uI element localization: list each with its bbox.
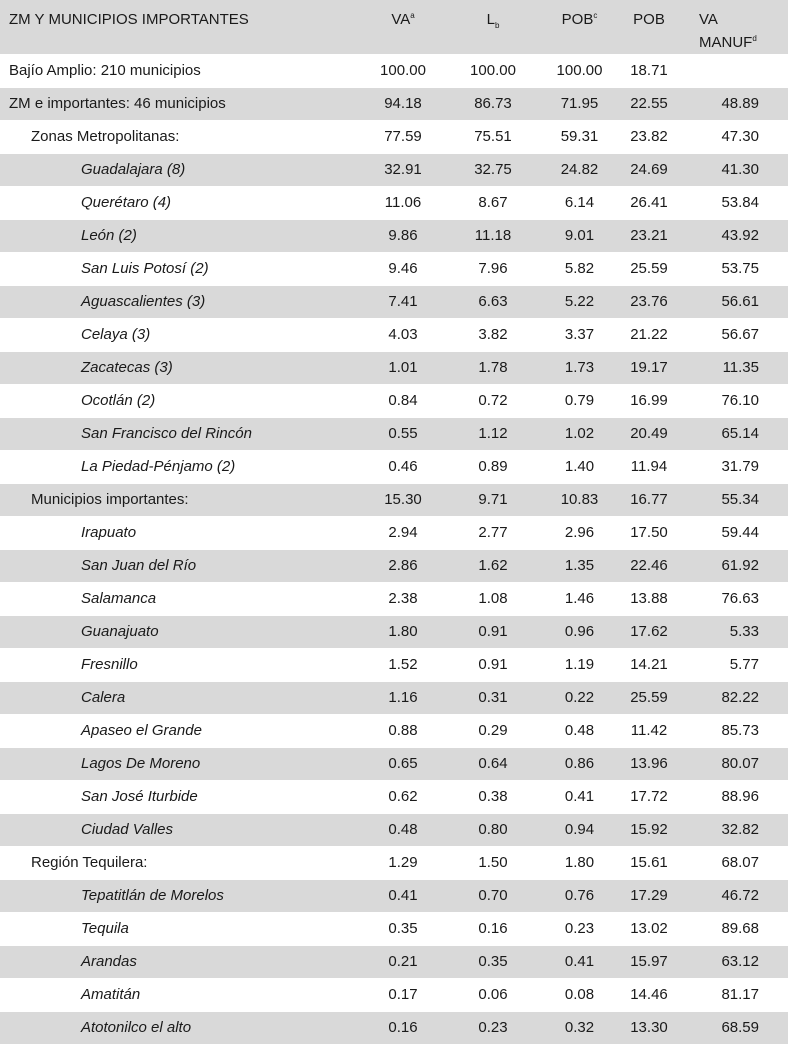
cell-pob: 19.17 [623, 351, 675, 384]
table-row [0, 648, 788, 681]
cell-l: 0.89 [450, 450, 536, 483]
header-l [450, 0, 536, 54]
cell-pob: 17.29 [623, 879, 675, 912]
cell-pob: 13.30 [623, 1011, 675, 1044]
cell-l: 0.23 [450, 1011, 536, 1044]
header-l-label: L [486, 11, 495, 28]
cell-pob-c: 59.31 [536, 120, 623, 153]
cell-pob: 17.72 [623, 780, 675, 813]
cell-pob: 13.02 [623, 912, 675, 945]
cell-va-manuf: 82.22 [675, 681, 788, 714]
cell-va-manuf: 56.61 [675, 285, 788, 318]
row-name: Región Tequilera: [0, 846, 356, 879]
cell-l: 0.35 [450, 945, 536, 978]
header-va [356, 0, 450, 54]
table-row [0, 681, 788, 714]
table-row [0, 54, 788, 87]
cell-l: 32.75 [450, 153, 536, 186]
row-name: Irapuato [0, 516, 356, 549]
cell-va-manuf: 55.34 [675, 483, 788, 516]
cell-va-manuf: 11.35 [675, 351, 788, 384]
table-row [0, 417, 788, 450]
row-name: Municipios importantes: [0, 483, 356, 516]
cell-l: 86.73 [450, 87, 536, 120]
cell-pob-c: 0.79 [536, 384, 623, 417]
cell-pob-c: 2.96 [536, 516, 623, 549]
row-name: San José Iturbide [0, 780, 356, 813]
cell-va: 100.00 [356, 54, 450, 87]
cell-va: 9.46 [356, 252, 450, 285]
cell-pob: 25.59 [623, 681, 675, 714]
cell-pob-c: 0.41 [536, 945, 623, 978]
table-row [0, 846, 788, 879]
table-row [0, 978, 788, 1011]
cell-pob-c: 1.40 [536, 450, 623, 483]
row-name: San Luis Potosí (2) [0, 252, 356, 285]
cell-l: 2.77 [450, 516, 536, 549]
cell-l: 0.06 [450, 978, 536, 1011]
cell-pob-c: 0.41 [536, 780, 623, 813]
table-header [0, 0, 788, 54]
cell-va: 0.46 [356, 450, 450, 483]
cell-pob: 11.42 [623, 714, 675, 747]
cell-va-manuf: 68.59 [675, 1011, 788, 1044]
header-pob-c-sup: c [593, 11, 598, 20]
row-name: Celaya (3) [0, 318, 356, 351]
cell-pob-c: 0.32 [536, 1011, 623, 1044]
cell-pob-c: 1.80 [536, 846, 623, 879]
cell-l: 0.80 [450, 813, 536, 846]
cell-pob-c: 100.00 [536, 54, 623, 87]
cell-pob: 21.22 [623, 318, 675, 351]
cell-va-manuf: 48.89 [675, 87, 788, 120]
cell-l: 3.82 [450, 318, 536, 351]
cell-pob-c: 1.35 [536, 549, 623, 582]
cell-l: 0.29 [450, 714, 536, 747]
cell-va: 4.03 [356, 318, 450, 351]
cell-pob: 17.62 [623, 615, 675, 648]
header-va-label: VA [391, 11, 411, 28]
cell-pob: 15.61 [623, 846, 675, 879]
cell-va-manuf: 63.12 [675, 945, 788, 978]
table-row [0, 714, 788, 747]
cell-pob-c: 1.19 [536, 648, 623, 681]
cell-l: 1.78 [450, 351, 536, 384]
header-zm-label: ZM Y MUNICIPIOS IMPORTANTES [9, 11, 249, 28]
cell-va: 0.41 [356, 879, 450, 912]
row-name: Fresnillo [0, 648, 356, 681]
cell-pob-c: 1.73 [536, 351, 623, 384]
table-row [0, 186, 788, 219]
table-row [0, 747, 788, 780]
cell-va: 1.80 [356, 615, 450, 648]
cell-va: 11.06 [356, 186, 450, 219]
cell-va-manuf: 61.92 [675, 549, 788, 582]
cell-va-manuf: 76.10 [675, 384, 788, 417]
header-pob-c [536, 0, 623, 54]
cell-l: 100.00 [450, 54, 536, 87]
header-va-manuf-sup: d [752, 34, 757, 43]
row-name: La Piedad-Pénjamo (2) [0, 450, 356, 483]
cell-va: 0.21 [356, 945, 450, 978]
table-row [0, 318, 788, 351]
row-name: Tequila [0, 912, 356, 945]
cell-va: 1.29 [356, 846, 450, 879]
cell-va-manuf: 46.72 [675, 879, 788, 912]
header-va-manuf-line1: VA [699, 11, 718, 28]
cell-pob: 17.50 [623, 516, 675, 549]
cell-l: 7.96 [450, 252, 536, 285]
row-name: Zonas Metropolitanas: [0, 120, 356, 153]
cell-va-manuf [675, 54, 788, 87]
cell-va: 32.91 [356, 153, 450, 186]
cell-pob-c: 0.08 [536, 978, 623, 1011]
row-name: Bajío Amplio: 210 municipios [0, 54, 356, 87]
cell-pob: 16.99 [623, 384, 675, 417]
cell-va: 0.17 [356, 978, 450, 1011]
cell-pob-c: 1.46 [536, 582, 623, 615]
table-row [0, 285, 788, 318]
cell-va: 7.41 [356, 285, 450, 318]
cell-pob-c: 0.22 [536, 681, 623, 714]
cell-va-manuf: 53.75 [675, 252, 788, 285]
row-name: ZM e importantes: 46 municipios [0, 87, 356, 120]
cell-pob: 15.97 [623, 945, 675, 978]
row-name: Zacatecas (3) [0, 351, 356, 384]
table-row [0, 87, 788, 120]
cell-va: 1.01 [356, 351, 450, 384]
table-row [0, 912, 788, 945]
table-row [0, 252, 788, 285]
cell-va-manuf: 31.79 [675, 450, 788, 483]
cell-l: 1.62 [450, 549, 536, 582]
cell-l: 8.67 [450, 186, 536, 219]
row-name: San Juan del Río [0, 549, 356, 582]
cell-pob: 14.46 [623, 978, 675, 1011]
cell-va-manuf: 81.17 [675, 978, 788, 1011]
cell-va: 0.62 [356, 780, 450, 813]
table-row [0, 549, 788, 582]
row-name: Tepatitlán de Morelos [0, 879, 356, 912]
cell-l: 1.08 [450, 582, 536, 615]
cell-l: 0.91 [450, 648, 536, 681]
cell-va-manuf: 65.14 [675, 417, 788, 450]
cell-va-manuf: 53.84 [675, 186, 788, 219]
cell-pob: 22.46 [623, 549, 675, 582]
cell-va: 2.86 [356, 549, 450, 582]
cell-pob: 23.21 [623, 219, 675, 252]
cell-va-manuf: 59.44 [675, 516, 788, 549]
cell-l: 0.70 [450, 879, 536, 912]
table-row [0, 120, 788, 153]
cell-pob: 16.77 [623, 483, 675, 516]
row-name: Querétaro (4) [0, 186, 356, 219]
cell-pob: 23.76 [623, 285, 675, 318]
cell-va: 0.35 [356, 912, 450, 945]
table-row [0, 615, 788, 648]
cell-va-manuf: 80.07 [675, 747, 788, 780]
header-va-sup: a [410, 11, 415, 20]
cell-l: 9.71 [450, 483, 536, 516]
cell-pob-c: 0.94 [536, 813, 623, 846]
row-name: San Francisco del Rincón [0, 417, 356, 450]
cell-va: 1.52 [356, 648, 450, 681]
cell-pob: 20.49 [623, 417, 675, 450]
row-name: Ocotlán (2) [0, 384, 356, 417]
cell-l: 75.51 [450, 120, 536, 153]
table-row [0, 879, 788, 912]
table-row [0, 450, 788, 483]
cell-pob: 18.71 [623, 54, 675, 87]
row-name: Lagos De Moreno [0, 747, 356, 780]
table-row [0, 780, 788, 813]
header-pob [623, 0, 675, 54]
row-name: Calera [0, 681, 356, 714]
table-row [0, 219, 788, 252]
row-name: Ciudad Valles [0, 813, 356, 846]
cell-l: 0.31 [450, 681, 536, 714]
header-zm-municipios [0, 0, 356, 54]
row-name: Guanajuato [0, 615, 356, 648]
cell-pob-c: 0.23 [536, 912, 623, 945]
table-row [0, 153, 788, 186]
cell-va-manuf: 32.82 [675, 813, 788, 846]
cell-pob-c: 71.95 [536, 87, 623, 120]
cell-pob-c: 0.96 [536, 615, 623, 648]
cell-va-manuf: 47.30 [675, 120, 788, 153]
cell-pob-c: 24.82 [536, 153, 623, 186]
cell-pob: 23.82 [623, 120, 675, 153]
cell-va: 0.55 [356, 417, 450, 450]
cell-va: 2.94 [356, 516, 450, 549]
cell-l: 0.64 [450, 747, 536, 780]
table-row [0, 1011, 788, 1044]
cell-va-manuf: 41.30 [675, 153, 788, 186]
header-pob-label: POB [633, 11, 665, 28]
table-row [0, 813, 788, 846]
cell-va-manuf: 88.96 [675, 780, 788, 813]
cell-l: 6.63 [450, 285, 536, 318]
row-name: Amatitán [0, 978, 356, 1011]
cell-pob-c: 10.83 [536, 483, 623, 516]
cell-va: 94.18 [356, 87, 450, 120]
cell-va: 0.88 [356, 714, 450, 747]
row-name: Salamanca [0, 582, 356, 615]
cell-pob-c: 5.82 [536, 252, 623, 285]
cell-va: 77.59 [356, 120, 450, 153]
row-name: Apaseo el Grande [0, 714, 356, 747]
cell-va: 0.48 [356, 813, 450, 846]
cell-va-manuf: 5.33 [675, 615, 788, 648]
cell-pob-c: 9.01 [536, 219, 623, 252]
cell-va: 9.86 [356, 219, 450, 252]
cell-pob-c: 0.48 [536, 714, 623, 747]
cell-l: 1.12 [450, 417, 536, 450]
cell-pob: 11.94 [623, 450, 675, 483]
cell-l: 0.38 [450, 780, 536, 813]
cell-pob-c: 0.76 [536, 879, 623, 912]
cell-l: 1.50 [450, 846, 536, 879]
table-row [0, 384, 788, 417]
header-va-manuf-line2: MANUF [699, 34, 753, 51]
table-row [0, 351, 788, 384]
cell-pob: 25.59 [623, 252, 675, 285]
cell-pob-c: 1.02 [536, 417, 623, 450]
cell-pob: 13.88 [623, 582, 675, 615]
cell-pob-c: 6.14 [536, 186, 623, 219]
table-row [0, 945, 788, 978]
cell-va-manuf: 76.63 [675, 582, 788, 615]
cell-va-manuf: 68.07 [675, 846, 788, 879]
header-pob-c-label: POB [561, 11, 594, 28]
cell-va-manuf: 56.67 [675, 318, 788, 351]
cell-l: 11.18 [450, 219, 536, 252]
cell-va: 15.30 [356, 483, 450, 516]
cell-l: 0.91 [450, 615, 536, 648]
cell-l: 0.72 [450, 384, 536, 417]
cell-va: 0.84 [356, 384, 450, 417]
table-body [0, 54, 788, 1044]
table-row [0, 516, 788, 549]
row-name: León (2) [0, 219, 356, 252]
row-name: Guadalajara (8) [0, 153, 356, 186]
cell-pob: 24.69 [623, 153, 675, 186]
cell-pob: 13.96 [623, 747, 675, 780]
cell-l: 0.16 [450, 912, 536, 945]
cell-pob-c: 5.22 [536, 285, 623, 318]
header-l-sub: b [494, 21, 500, 30]
cell-pob-c: 0.86 [536, 747, 623, 780]
cell-pob: 15.92 [623, 813, 675, 846]
cell-pob: 14.21 [623, 648, 675, 681]
table-row [0, 483, 788, 516]
header-va-manuf [675, 0, 788, 54]
cell-va: 0.65 [356, 747, 450, 780]
cell-pob: 22.55 [623, 87, 675, 120]
cell-va-manuf: 85.73 [675, 714, 788, 747]
cell-va: 1.16 [356, 681, 450, 714]
cell-pob-c: 3.37 [536, 318, 623, 351]
row-name: Aguascalientes (3) [0, 285, 356, 318]
cell-va-manuf: 43.92 [675, 219, 788, 252]
cell-pob: 26.41 [623, 186, 675, 219]
cell-va: 0.16 [356, 1011, 450, 1044]
cell-va: 2.38 [356, 582, 450, 615]
row-name: Atotonilco el alto [0, 1011, 356, 1044]
cell-va-manuf: 5.77 [675, 648, 788, 681]
header-row [0, 0, 788, 54]
cell-va-manuf: 89.68 [675, 912, 788, 945]
table-row [0, 582, 788, 615]
row-name: Arandas [0, 945, 356, 978]
